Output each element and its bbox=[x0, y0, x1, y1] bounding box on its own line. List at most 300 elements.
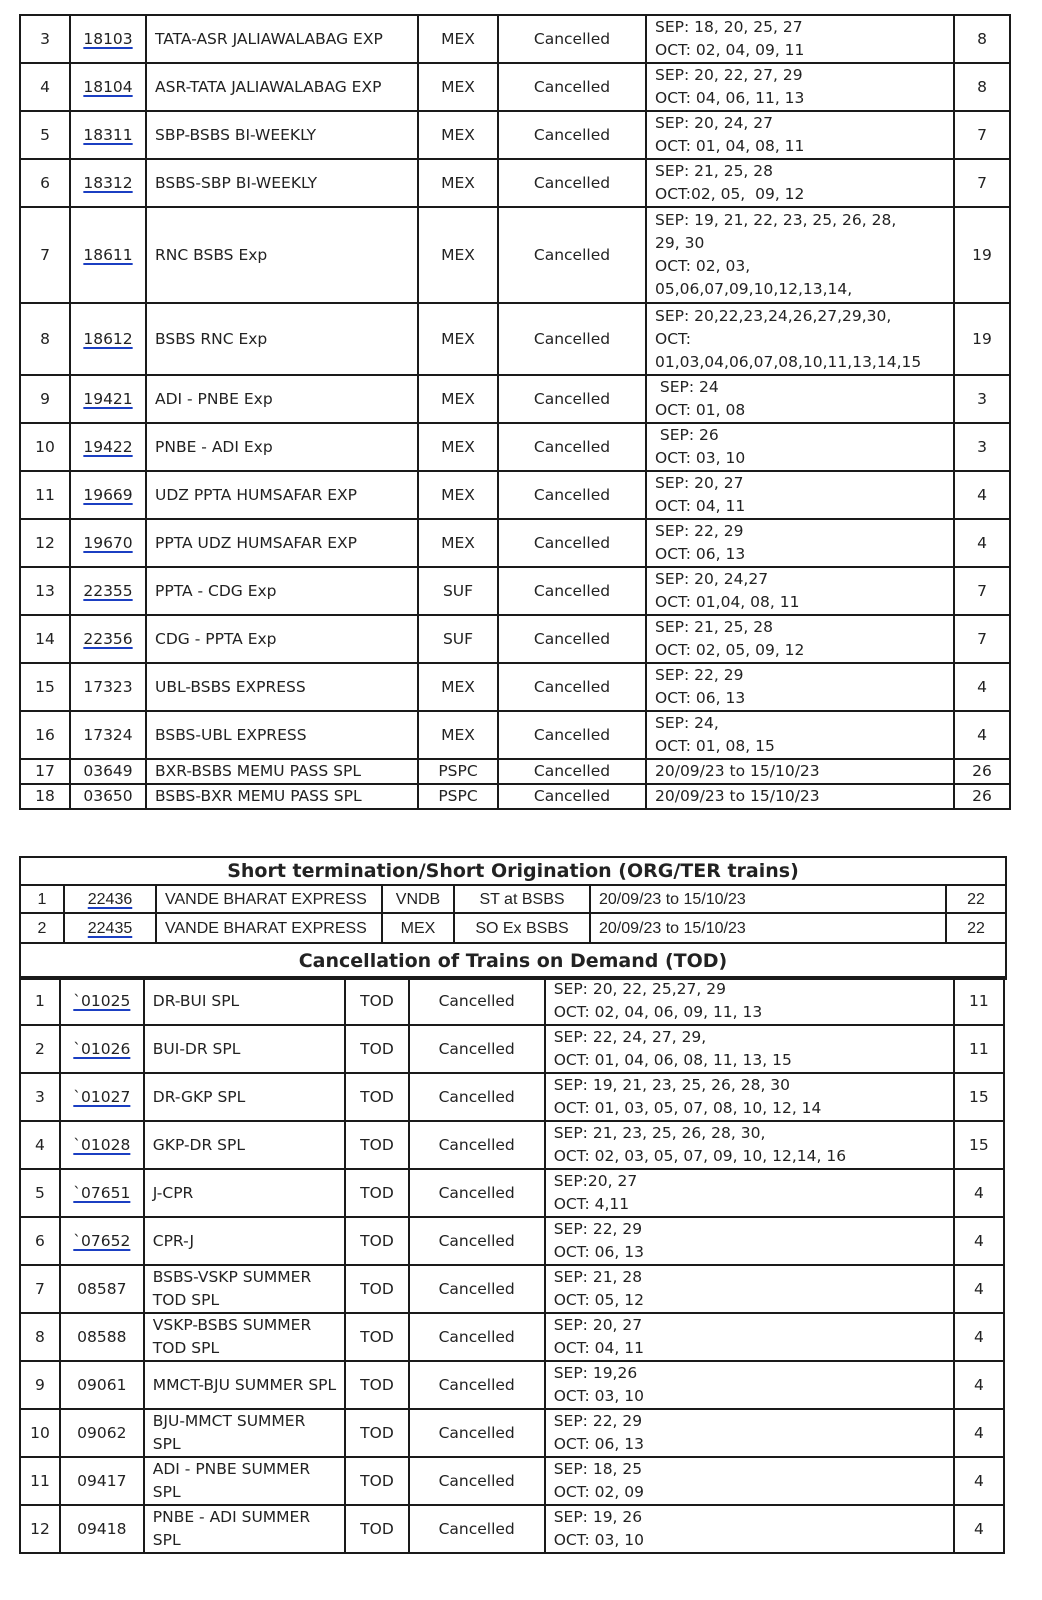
train-number-cell[interactable] bbox=[60, 1169, 144, 1217]
date-line: SEP: 21, 23, 25, 26, 28, 30, bbox=[553, 1124, 766, 1142]
serial-number: 8 bbox=[20, 1313, 60, 1361]
train-name: UBL-BSBS EXPRESS bbox=[146, 663, 418, 711]
date-line: OCT: 01, 08 bbox=[655, 401, 746, 419]
status: Cancelled bbox=[498, 375, 646, 423]
status: Cancelled bbox=[498, 519, 646, 567]
train-number-cell[interactable] bbox=[70, 111, 146, 159]
train-number-link[interactable]: `07652 bbox=[73, 1231, 131, 1250]
serial-number: 17 bbox=[20, 759, 70, 784]
train-number-link[interactable]: 19422 bbox=[83, 437, 133, 456]
cancellation-dates bbox=[646, 303, 954, 375]
train-type: MEX bbox=[418, 15, 498, 63]
days-count: 4 bbox=[954, 1409, 1004, 1457]
train-type: MEX bbox=[418, 63, 498, 111]
serial-number: 6 bbox=[20, 159, 70, 207]
date-line: SEP: 19, 21, 23, 25, 26, 28, 30 bbox=[553, 1076, 791, 1094]
days-count: 4 bbox=[954, 1313, 1004, 1361]
serial-number: 12 bbox=[20, 1505, 60, 1553]
date-line: OCT: 02, 04, 09, 11 bbox=[655, 41, 805, 59]
days-count: 7 bbox=[954, 615, 1010, 663]
days-count: 4 bbox=[954, 1505, 1004, 1553]
train-name: VANDE BHARAT EXPRESS bbox=[156, 885, 382, 913]
date-line: OCT: 01, 04, 08, 11 bbox=[655, 137, 805, 155]
train-name: TATA-ASR JALIAWALABAG EXP bbox=[146, 15, 418, 63]
date-line: SEP: 20, 27 bbox=[553, 1316, 643, 1334]
train-number-link[interactable]: 18103 bbox=[83, 29, 133, 48]
train-number-cell[interactable] bbox=[70, 207, 146, 303]
date-line: OCT: 03, 10 bbox=[553, 1387, 644, 1405]
date-line: OCT: 02, 09 bbox=[553, 1483, 644, 1501]
table-row bbox=[20, 1217, 1004, 1265]
train-number-cell[interactable] bbox=[60, 1025, 144, 1073]
serial-number: 2 bbox=[20, 1025, 60, 1073]
status: Cancelled bbox=[409, 1169, 545, 1217]
date-line: SEP: 22, 24, 27, 29, bbox=[553, 1028, 707, 1046]
train-type: TOD bbox=[345, 1505, 408, 1553]
date-line: SEP: 24 bbox=[655, 378, 719, 396]
serial-number: 3 bbox=[20, 15, 70, 63]
train-number-link[interactable]: 19421 bbox=[83, 389, 133, 408]
cancellation-dates bbox=[646, 111, 954, 159]
cancellation-dates bbox=[646, 759, 954, 784]
train-number-cell: 09061 bbox=[60, 1361, 144, 1409]
table-row bbox=[20, 519, 1010, 567]
date-line: OCT: 06, 13 bbox=[553, 1435, 644, 1453]
days-count: 15 bbox=[954, 1073, 1004, 1121]
train-number-cell[interactable] bbox=[70, 303, 146, 375]
tod-cancellation-title: Cancellation of Trains on Demand (TOD) bbox=[20, 943, 1006, 979]
table-row bbox=[20, 1505, 1004, 1553]
train-number-cell[interactable] bbox=[70, 519, 146, 567]
table-row bbox=[20, 111, 1010, 159]
short-termination-title: Short termination/Short Origination (ORG/TER trains) bbox=[20, 857, 1006, 885]
date-line: OCT: 03, 10 bbox=[655, 449, 746, 467]
train-number-cell[interactable] bbox=[70, 159, 146, 207]
date-line: SEP: 22, 29 bbox=[553, 1412, 643, 1430]
train-number-link[interactable]: `01025 bbox=[73, 991, 131, 1010]
date-line: 20/09/23 to 15/10/23 bbox=[655, 762, 820, 780]
date-line: OCT: 04, 06, 11, 13 bbox=[655, 89, 805, 107]
train-name: GKP-DR SPL bbox=[144, 1121, 346, 1169]
train-name-line: TOD SPL bbox=[152, 1291, 220, 1309]
train-name-line: BSBS-VSKP SUMMER bbox=[152, 1268, 312, 1286]
cancellation-dates bbox=[545, 1505, 954, 1553]
days-count: 4 bbox=[954, 1217, 1004, 1265]
serial-number: 3 bbox=[20, 1073, 60, 1121]
days-count: 3 bbox=[954, 423, 1010, 471]
date-line: OCT: 06, 13 bbox=[655, 689, 746, 707]
date-line: SEP: 21, 28 bbox=[553, 1268, 643, 1286]
train-type: TOD bbox=[345, 1025, 408, 1073]
train-number-link[interactable]: 18612 bbox=[83, 329, 133, 348]
table-row bbox=[20, 375, 1010, 423]
train-number-cell[interactable] bbox=[70, 375, 146, 423]
train-name: DR-GKP SPL bbox=[144, 1073, 346, 1121]
days-count: 4 bbox=[954, 1169, 1004, 1217]
train-number-link[interactable]: `07651 bbox=[73, 1183, 131, 1202]
status: Cancelled bbox=[409, 1025, 545, 1073]
train-number-link[interactable]: `01026 bbox=[73, 1039, 131, 1058]
table-row bbox=[20, 1457, 1004, 1505]
date-line: SEP: 24, bbox=[655, 714, 719, 732]
table-row bbox=[20, 1025, 1004, 1073]
table-row bbox=[20, 615, 1010, 663]
status: Cancelled bbox=[498, 471, 646, 519]
table-row bbox=[20, 423, 1010, 471]
train-number-cell[interactable] bbox=[60, 1121, 144, 1169]
status: Cancelled bbox=[409, 1265, 545, 1313]
serial-number: 18 bbox=[20, 784, 70, 809]
train-number-link[interactable]: 18611 bbox=[83, 245, 133, 264]
train-name: PNBE - ADI Exp bbox=[146, 423, 418, 471]
date-line: OCT: 01, 08, 15 bbox=[655, 737, 775, 755]
train-number-cell: 17323 bbox=[70, 663, 146, 711]
status: Cancelled bbox=[498, 615, 646, 663]
serial-number: 10 bbox=[20, 1409, 60, 1457]
train-name: RNC BSBS Exp bbox=[146, 207, 418, 303]
serial-number: 5 bbox=[20, 111, 70, 159]
date-line: SEP: 19, 26 bbox=[553, 1508, 643, 1526]
train-type: PSPC bbox=[418, 759, 498, 784]
date-line: SEP: 18, 20, 25, 27 bbox=[655, 18, 803, 36]
cancellation-dates bbox=[646, 63, 954, 111]
train-name: VANDE BHARAT EXPRESS bbox=[156, 913, 382, 943]
serial-number: 10 bbox=[20, 423, 70, 471]
train-type: MEX bbox=[382, 913, 454, 943]
train-type: MEX bbox=[418, 663, 498, 711]
cancellation-dates bbox=[646, 711, 954, 759]
date-line: SEP: 22, 29 bbox=[655, 522, 744, 540]
table-row bbox=[20, 159, 1010, 207]
train-name: ADI - PNBE SUMMER SPL bbox=[144, 1457, 346, 1505]
date-line: SEP: 20, 27 bbox=[655, 474, 744, 492]
cancellation-dates bbox=[646, 784, 954, 809]
days-count: 26 bbox=[954, 759, 1010, 784]
serial-number: 1 bbox=[20, 885, 64, 913]
train-type: TOD bbox=[345, 1457, 408, 1505]
cancellation-dates bbox=[545, 977, 954, 1025]
days-count: 11 bbox=[954, 977, 1004, 1025]
train-number-link[interactable]: 22356 bbox=[83, 629, 133, 648]
status: Cancelled bbox=[498, 423, 646, 471]
train-name: ADI - PNBE Exp bbox=[146, 375, 418, 423]
cancellation-dates bbox=[646, 615, 954, 663]
days-count: 22 bbox=[946, 913, 1006, 943]
cancellation-dates bbox=[646, 567, 954, 615]
status: Cancelled bbox=[498, 567, 646, 615]
status: Cancelled bbox=[498, 759, 646, 784]
cancellation-dates bbox=[545, 1265, 954, 1313]
train-number-cell: 03650 bbox=[70, 784, 146, 809]
date-line: SEP: 19, 21, 22, 23, 25, 26, 28, bbox=[655, 211, 897, 229]
serial-number: 4 bbox=[20, 63, 70, 111]
train-type: MEX bbox=[418, 111, 498, 159]
train-name: CDG - PPTA Exp bbox=[146, 615, 418, 663]
serial-number: 13 bbox=[20, 567, 70, 615]
train-name: PPTA - CDG Exp bbox=[146, 567, 418, 615]
train-type: PSPC bbox=[418, 784, 498, 809]
train-type: MEX bbox=[418, 423, 498, 471]
date-line: OCT: 02, 04, 06, 09, 11, 13 bbox=[553, 1003, 763, 1021]
train-number-cell: 08588 bbox=[60, 1313, 144, 1361]
table-row bbox=[20, 913, 1006, 943]
table-row bbox=[20, 977, 1004, 1025]
days-count: 15 bbox=[954, 1121, 1004, 1169]
table-row bbox=[20, 1169, 1004, 1217]
days-count: 19 bbox=[954, 207, 1010, 303]
cancellation-dates bbox=[545, 1025, 954, 1073]
table-row bbox=[20, 885, 1006, 913]
train-type: TOD bbox=[345, 1265, 408, 1313]
date-line: SEP: 20, 24,27 bbox=[655, 570, 769, 588]
date-line: OCT: 05, 12 bbox=[553, 1291, 644, 1309]
cancellation-dates bbox=[545, 1073, 954, 1121]
date-line: SEP: 20, 22, 25,27, 29 bbox=[553, 980, 726, 998]
train-type: SUF bbox=[418, 615, 498, 663]
cancellation-dates bbox=[545, 1169, 954, 1217]
train-number-link[interactable]: 18311 bbox=[83, 125, 133, 144]
train-type: MEX bbox=[418, 303, 498, 375]
train-number-cell[interactable] bbox=[60, 977, 144, 1025]
table-row bbox=[20, 471, 1010, 519]
date-line: OCT: 01,04, 08, 11 bbox=[655, 593, 800, 611]
date-line: SEP: 22, 29 bbox=[655, 666, 744, 684]
train-type: TOD bbox=[345, 1169, 408, 1217]
tod-cancellation-body bbox=[20, 977, 1004, 1553]
train-number-cell[interactable] bbox=[64, 913, 156, 943]
date-line: SEP: 20,22,23,24,26,27,29,30, bbox=[655, 306, 892, 325]
date-line: SEP: 19,26 bbox=[553, 1364, 638, 1382]
date-line: SEP: 21, 25, 28 bbox=[655, 162, 774, 180]
days-count: 4 bbox=[954, 1265, 1004, 1313]
days-count: 4 bbox=[954, 663, 1010, 711]
days-count: 4 bbox=[954, 471, 1010, 519]
cancellation-dates bbox=[646, 375, 954, 423]
train-number-cell[interactable] bbox=[70, 471, 146, 519]
date-line: OCT: 4,11 bbox=[553, 1195, 630, 1213]
train-number-link[interactable]: 19669 bbox=[83, 485, 133, 504]
train-name: PPTA UDZ HUMSAFAR EXP bbox=[146, 519, 418, 567]
days-count: 3 bbox=[954, 375, 1010, 423]
train-name: BSBS-BXR MEMU PASS SPL bbox=[146, 784, 418, 809]
train-number-link[interactable]: 18104 bbox=[83, 77, 133, 96]
date-line: OCT: 06, 13 bbox=[655, 545, 746, 563]
days-count: 7 bbox=[954, 111, 1010, 159]
serial-number: 11 bbox=[20, 471, 70, 519]
train-number-link[interactable]: `01027 bbox=[73, 1087, 131, 1106]
status: ST at BSBS bbox=[454, 885, 590, 913]
serial-number: 11 bbox=[20, 1457, 60, 1505]
train-type: MEX bbox=[418, 375, 498, 423]
status: Cancelled bbox=[498, 303, 646, 375]
days-count: 4 bbox=[954, 1457, 1004, 1505]
train-name bbox=[144, 1313, 346, 1361]
date-line: OCT: bbox=[655, 329, 692, 348]
train-type: SUF bbox=[418, 567, 498, 615]
train-name: BSBS-UBL EXPRESS bbox=[146, 711, 418, 759]
date-line: SEP:20, 27 bbox=[553, 1172, 638, 1190]
train-number-cell[interactable] bbox=[60, 1073, 144, 1121]
train-type: MEX bbox=[418, 471, 498, 519]
date-line: OCT: 02, 03, bbox=[655, 257, 751, 275]
serial-number: 16 bbox=[20, 711, 70, 759]
cancellation-dates bbox=[590, 885, 946, 913]
serial-number: 14 bbox=[20, 615, 70, 663]
train-number-cell[interactable] bbox=[70, 567, 146, 615]
cancellation-dates bbox=[545, 1217, 954, 1265]
cancellation-dates bbox=[545, 1361, 954, 1409]
cancellation-dates bbox=[646, 663, 954, 711]
train-type: MEX bbox=[418, 159, 498, 207]
date-line: SEP: 22, 29 bbox=[553, 1220, 643, 1238]
date-line: OCT: 04, 11 bbox=[553, 1339, 644, 1357]
train-number-link[interactable]: `01028 bbox=[73, 1135, 131, 1154]
date-line: OCT: 04, 11 bbox=[655, 497, 746, 515]
train-name: BSBS RNC Exp bbox=[146, 303, 418, 375]
cancelled-trains-body bbox=[20, 15, 1010, 809]
table-row bbox=[20, 63, 1010, 111]
days-count: 26 bbox=[954, 784, 1010, 809]
train-number-cell[interactable] bbox=[70, 615, 146, 663]
status: SO Ex BSBS bbox=[454, 913, 590, 943]
date-line: 29, 30 bbox=[655, 234, 705, 252]
days-count: 4 bbox=[954, 519, 1010, 567]
train-name-line: VSKP-BSBS SUMMER bbox=[152, 1316, 312, 1334]
date-line: SEP: 20, 22, 27, 29 bbox=[655, 66, 803, 84]
status: Cancelled bbox=[498, 111, 646, 159]
train-number-cell[interactable] bbox=[64, 885, 156, 913]
table-row bbox=[20, 663, 1010, 711]
date-line: SEP: 18, 25 bbox=[553, 1460, 643, 1478]
train-type: TOD bbox=[345, 1361, 408, 1409]
serial-number: 9 bbox=[20, 375, 70, 423]
cancellation-dates bbox=[646, 423, 954, 471]
train-name: BUI-DR SPL bbox=[144, 1025, 346, 1073]
train-number-cell[interactable] bbox=[70, 423, 146, 471]
train-type: TOD bbox=[345, 977, 408, 1025]
days-count: 11 bbox=[954, 1025, 1004, 1073]
date-line: 20/09/23 to 15/10/23 bbox=[599, 890, 746, 908]
table-row bbox=[20, 15, 1010, 63]
table-row bbox=[20, 207, 1010, 303]
date-line: SEP: 21, 25, 28 bbox=[655, 618, 774, 636]
train-type: VNDB bbox=[382, 885, 454, 913]
cancellation-dates bbox=[646, 15, 954, 63]
train-number-link[interactable]: 22355 bbox=[83, 581, 133, 600]
date-line: OCT: 02, 05, 09, 12 bbox=[655, 641, 805, 659]
serial-number: 7 bbox=[20, 1265, 60, 1313]
status: Cancelled bbox=[409, 1313, 545, 1361]
train-name: SBP-BSBS BI-WEEKLY bbox=[146, 111, 418, 159]
cancellation-dates bbox=[590, 913, 946, 943]
serial-number: 6 bbox=[20, 1217, 60, 1265]
date-line: OCT: 01, 04, 06, 08, 11, 13, 15 bbox=[553, 1051, 792, 1069]
train-type: MEX bbox=[418, 711, 498, 759]
train-number-cell[interactable] bbox=[60, 1217, 144, 1265]
train-name: BSBS-SBP BI-WEEKLY bbox=[146, 159, 418, 207]
serial-number: 4 bbox=[20, 1121, 60, 1169]
serial-number: 9 bbox=[20, 1361, 60, 1409]
status: Cancelled bbox=[498, 63, 646, 111]
train-number-link[interactable]: 19670 bbox=[83, 533, 133, 552]
status: Cancelled bbox=[498, 711, 646, 759]
date-line: SEP: 20, 24, 27 bbox=[655, 114, 774, 132]
train-name: MMCT-BJU SUMMER SPL bbox=[144, 1361, 346, 1409]
train-name: UDZ PPTA HUMSAFAR EXP bbox=[146, 471, 418, 519]
train-number-link[interactable]: 22436 bbox=[87, 890, 133, 908]
serial-number: 2 bbox=[20, 913, 64, 943]
serial-number: 15 bbox=[20, 663, 70, 711]
train-number-link[interactable]: 22435 bbox=[87, 919, 133, 937]
status: Cancelled bbox=[498, 207, 646, 303]
serial-number: 8 bbox=[20, 303, 70, 375]
status: Cancelled bbox=[498, 15, 646, 63]
table-row bbox=[20, 1409, 1004, 1457]
train-name: PNBE - ADI SUMMER SPL bbox=[144, 1505, 346, 1553]
status: Cancelled bbox=[409, 1361, 545, 1409]
table-row bbox=[20, 303, 1010, 375]
cancellation-dates bbox=[545, 1457, 954, 1505]
train-number-cell: 08587 bbox=[60, 1265, 144, 1313]
train-name: BJU-MMCT SUMMER SPL bbox=[144, 1409, 346, 1457]
date-line: 20/09/23 to 15/10/23 bbox=[599, 919, 746, 937]
date-line: 05,06,07,09,10,12,13,14, bbox=[655, 280, 853, 298]
table-row bbox=[20, 567, 1010, 615]
table-row bbox=[20, 784, 1010, 809]
train-type: TOD bbox=[345, 1313, 408, 1361]
status: Cancelled bbox=[409, 1409, 545, 1457]
tod-cancellation-table bbox=[19, 976, 1005, 1554]
date-line: SEP: 26 bbox=[655, 426, 719, 444]
date-line: OCT: 01, 03, 05, 07, 08, 10, 12, 14 bbox=[553, 1099, 822, 1117]
date-line: OCT: 06, 13 bbox=[553, 1243, 644, 1261]
train-number-link[interactable]: 18312 bbox=[83, 173, 133, 192]
days-count: 4 bbox=[954, 1361, 1004, 1409]
train-type: MEX bbox=[418, 519, 498, 567]
cancellation-dates bbox=[545, 1313, 954, 1361]
table-row bbox=[20, 1361, 1004, 1409]
date-line: 20/09/23 to 15/10/23 bbox=[655, 787, 820, 805]
table-row bbox=[20, 711, 1010, 759]
serial-number: 12 bbox=[20, 519, 70, 567]
train-number-cell[interactable] bbox=[70, 15, 146, 63]
train-type: TOD bbox=[345, 1217, 408, 1265]
table-row bbox=[20, 1121, 1004, 1169]
table-row bbox=[20, 1265, 1004, 1313]
train-name: DR-BUI SPL bbox=[144, 977, 346, 1025]
days-count: 7 bbox=[954, 159, 1010, 207]
date-line: OCT: 02, 03, 05, 07, 09, 10, 12,14, 16 bbox=[553, 1147, 847, 1165]
train-number-cell: 09417 bbox=[60, 1457, 144, 1505]
days-count: 19 bbox=[954, 303, 1010, 375]
days-count: 4 bbox=[954, 711, 1010, 759]
cancellation-dates bbox=[545, 1121, 954, 1169]
serial-number: 7 bbox=[20, 207, 70, 303]
days-count: 8 bbox=[954, 63, 1010, 111]
train-name: CPR-J bbox=[144, 1217, 346, 1265]
train-name-line: TOD SPL bbox=[152, 1339, 220, 1357]
train-number-cell[interactable] bbox=[70, 63, 146, 111]
train-number-cell: 09418 bbox=[60, 1505, 144, 1553]
cancellation-dates bbox=[646, 207, 954, 303]
status: Cancelled bbox=[498, 159, 646, 207]
status: Cancelled bbox=[409, 1073, 545, 1121]
status: Cancelled bbox=[409, 1457, 545, 1505]
date-line: 01,03,04,06,07,08,10,11,13,14,15 bbox=[655, 352, 922, 371]
date-line: OCT:02, 05, 09, 12 bbox=[655, 185, 805, 203]
train-number-cell: 03649 bbox=[70, 759, 146, 784]
train-name: BXR-BSBS MEMU PASS SPL bbox=[146, 759, 418, 784]
